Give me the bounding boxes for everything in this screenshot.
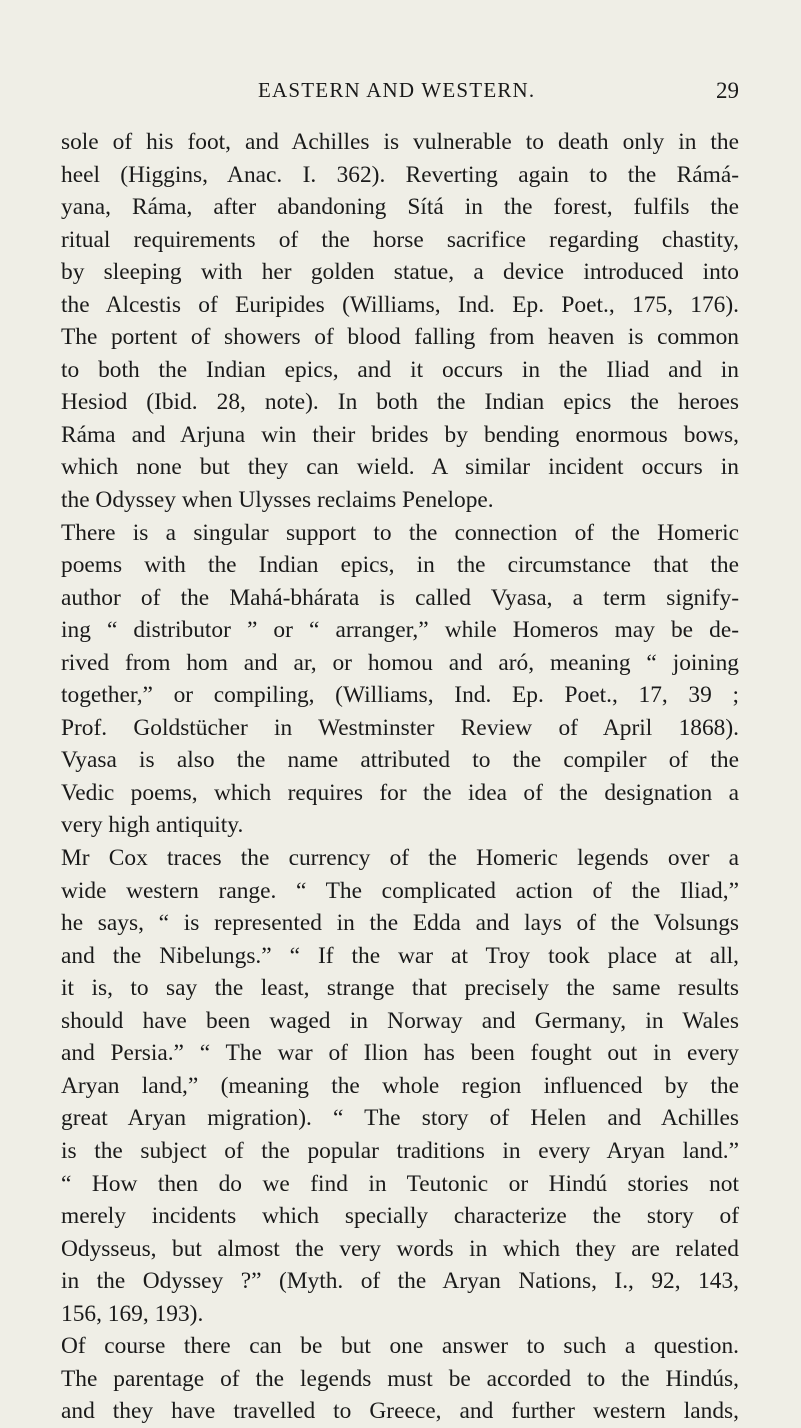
text-line: merely incidents which specially characterize the story of [61,1203,739,1230]
text-line: and they have travelled to Greece, and further western lands, [61,1398,739,1425]
running-head-title: EASTERN AND WESTERN. [258,78,536,102]
text-line: Of course there can be but one answer to such a question. [61,1333,739,1360]
text-line: it is, to say the least, strange that precisely the same results [61,975,739,1002]
text-line: rived from hom and ar, or homou and aró, meaning “ joining [61,649,739,676]
text-line: author of the Mahá-bhárata is called Vyasa, a term signify- [61,584,739,611]
text-line: he says, “ is represented in the Edda and lays of the Volsungs [61,910,739,937]
text-line: and Persia.” “ The war of Ilion has been fought out in every [61,1040,739,1067]
text-line: which none but they can wield. A similar incident occurs in [61,454,739,481]
text-line: and the Nibelungs.” “ If the war at Troy took place at all, [61,942,739,969]
text-line: The parentage of the legends must be accorded to the Hindús, [61,1365,739,1392]
text-line: yana, Ráma, after abandoning Sítá in the forest, fulfils the [61,194,739,221]
text-line: the Odyssey when Ulysses reclaims Penelope. [61,487,494,514]
text-line: ing “ distributor ” or “ arranger,” while Homeros may be de- [61,617,739,644]
text-line: There is a singular support to the connection of the Homeric [61,519,739,546]
text-line: heel (Higgins, Anac. I. 362). Reverting again to the Rámá- [61,161,739,188]
text-line: Odysseus, but almost the very words in which they are related [61,1235,739,1262]
text-line: The portent of showers of blood falling from heaven is common [61,324,739,351]
text-line: Hesiod (Ibid. 28, note). In both the Indian epics the heroes [61,389,739,416]
text-line: together,” or compiling, (Williams, Ind. Ep. Poet., 17, 39 ; [61,682,739,709]
text-line: sole of his foot, and Achilles is vulnerable to death only in the [61,129,739,155]
text-line: to both the Indian epics, and it occurs in the Iliad and in [61,356,739,383]
text-line: Mr Cox traces the currency of the Homeric legends over a [61,845,739,872]
text-line: Prof. Goldstücher in Westminster Review of April 1868). [61,714,739,741]
text-line: very high antiquity. [61,812,244,839]
text-line: wide western range. “ The complicated action of the Iliad,” [61,877,739,904]
text-line: Ráma and Arjuna win their brides by bending enormous bows, [61,421,739,448]
text-line: Vedic poems, which requires for the idea of the designation a [61,779,739,806]
text-line: Aryan land,” (meaning the whole region influenced by the [61,1072,739,1099]
text-line: by sleeping with her golden statue, a device introduced into [61,259,739,286]
body-text [61,126,739,1428]
text-line: “ How then do we find in Teutonic or Hindú stories not [61,1170,739,1197]
page-number: 29 [716,78,739,103]
text-line: in the Odyssey ?” (Myth. of the Aryan Nations, I., 92, 143, [61,1268,739,1295]
text-line: Vyasa is also the name attributed to the compiler of the [61,747,739,774]
text-line: great Aryan migration). “ The story of Helen and Achilles [61,1105,739,1132]
text-line: ritual requirements of the horse sacrifice regarding chastity, [61,226,739,253]
text-line: should have been waged in Norway and Germany, in Wales [61,1007,739,1034]
running-head [0,78,801,108]
text-line: is the subject of the popular traditions in every Aryan land.” [61,1137,739,1164]
text-line: the Alcestis of Euripides (Williams, Ind. Ep. Poet., 175, 176). [61,291,739,318]
text-line: 156, 169, 193). [61,1300,204,1327]
text-line: poems with the Indian epics, in the circumstance that the [61,552,739,579]
